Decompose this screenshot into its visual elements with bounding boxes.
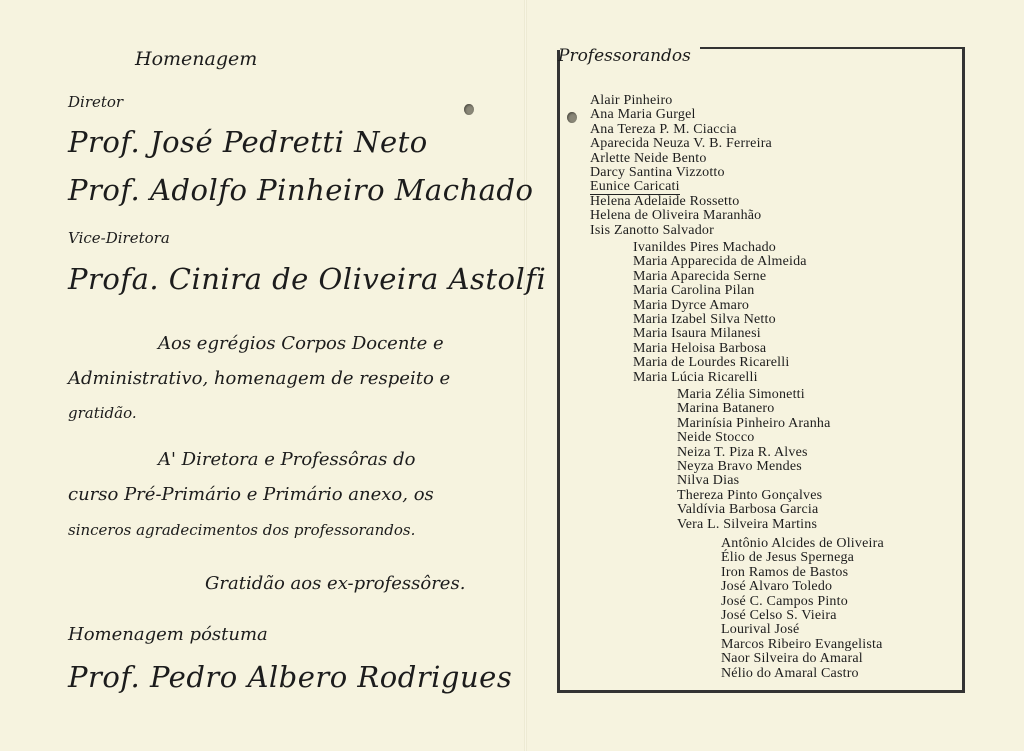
professorando-name: Maria de Lourdes Ricarelli xyxy=(633,355,790,371)
professorando-name: Helena Adelaide Rossetto xyxy=(590,193,740,209)
diretor-name-1: Prof. José Pedretti Neto xyxy=(68,125,428,159)
professorando-name: Eunice Caricati xyxy=(590,179,680,195)
professorando-name: José Celso S. Vieira xyxy=(721,608,837,623)
professorando-name: Marcos Ribeiro Evangelista xyxy=(721,636,883,652)
gratidao-line: Gratidão aos ex-professôres. xyxy=(205,573,466,594)
professorando-name: Maria Isaura Milanesi xyxy=(633,326,761,342)
professorando-name: Helena de Oliveira Maranhão xyxy=(590,208,762,224)
professorando-name: Marinísia Pinheiro Aranha xyxy=(677,415,831,431)
professorando-name: Alair Pinheiro xyxy=(590,93,673,108)
professorando-name: Darcy Santina Vizzotto xyxy=(590,165,725,180)
professorando-name: Maria Zélia Simonetti xyxy=(677,387,805,402)
professorando-name: Lourival José xyxy=(721,622,800,638)
professorando-name: Isis Zanotto Salvador xyxy=(590,222,714,238)
homenagem-title: Homenagem xyxy=(135,48,258,70)
professorando-name: Maria Izabel Silva Netto xyxy=(633,312,776,327)
paragraph1-line3: gratidão. xyxy=(68,404,137,422)
professorando-name: Vera L. Silveira Martins xyxy=(677,516,818,532)
professorando-name: Maria Aparecida Serne xyxy=(633,268,767,284)
paragraph2-line2: curso Pré-Primário e Primário anexo, os xyxy=(68,484,434,505)
professorando-name: Thereza Pinto Gonçalves xyxy=(677,487,823,503)
professorando-name: Iron Ramos de Bastos xyxy=(721,564,849,580)
professorando-name: Valdívia Barbosa Garcia xyxy=(677,502,819,518)
paragraph2-line3: sinceros agradecimentos dos professorandos. xyxy=(68,521,416,539)
punch-hole xyxy=(464,104,474,115)
professorando-name: Maria Heloisa Barbosa xyxy=(633,340,767,356)
paragraph2-line1: A' Diretora e Professôras do xyxy=(158,449,416,470)
professorando-name: Naor Silveira do Amaral xyxy=(721,651,863,667)
homenagem-postuma-label: Homenagem póstuma xyxy=(68,624,268,645)
professorando-name: Élio de Jesus Spernega xyxy=(721,550,855,566)
professorando-name: Antônio Alcides de Oliveira xyxy=(721,536,884,551)
professorando-name: Neiza T. Piza R. Alves xyxy=(677,444,808,460)
professorando-name: Neyza Bravo Mendes xyxy=(677,459,802,474)
professorando-name: Marina Batanero xyxy=(677,401,775,417)
diretor-label: Diretor xyxy=(68,93,124,111)
diretor-name-2: Prof. Adolfo Pinheiro Machado xyxy=(68,173,534,207)
professorando-name: José C. Campos Pinto xyxy=(721,593,848,609)
professorando-name: Aparecida Neuza V. B. Ferreira xyxy=(590,136,772,152)
paragraph1-line2: Administrativo, homenagem de respeito e xyxy=(68,368,451,389)
professorando-name: José Alvaro Toledo xyxy=(721,579,833,595)
professorandos-title: Professorandos xyxy=(558,46,691,66)
professorando-name: Maria Apparecida de Almeida xyxy=(633,254,807,270)
paragraph1-line1: Aos egrégios Corpos Docente e xyxy=(158,333,444,354)
professorando-name: Ana Maria Gurgel xyxy=(590,107,696,123)
professorando-name: Maria Carolina Pilan xyxy=(633,283,755,299)
professorando-name: Neide Stocco xyxy=(677,430,755,446)
professorando-name: Maria Dyrce Amaro xyxy=(633,297,750,313)
professorando-name: Nélio do Amaral Castro xyxy=(721,665,859,681)
vice-diretora-name: Profa. Cinira de Oliveira Astolfi xyxy=(68,262,547,296)
homenagem-postuma-name: Prof. Pedro Albero Rodrigues xyxy=(68,660,513,694)
page-fold xyxy=(524,0,527,751)
professorando-name: Ana Tereza P. M. Ciaccia xyxy=(590,121,737,137)
professorando-name: Maria Lúcia Ricarelli xyxy=(633,369,758,385)
vice-diretora-label: Vice-Diretora xyxy=(68,229,170,247)
professorando-name: Ivanildes Pires Machado xyxy=(633,240,777,255)
professorando-name: Arlette Neide Bento xyxy=(590,150,707,166)
professorando-name: Nilva Dias xyxy=(677,473,740,489)
